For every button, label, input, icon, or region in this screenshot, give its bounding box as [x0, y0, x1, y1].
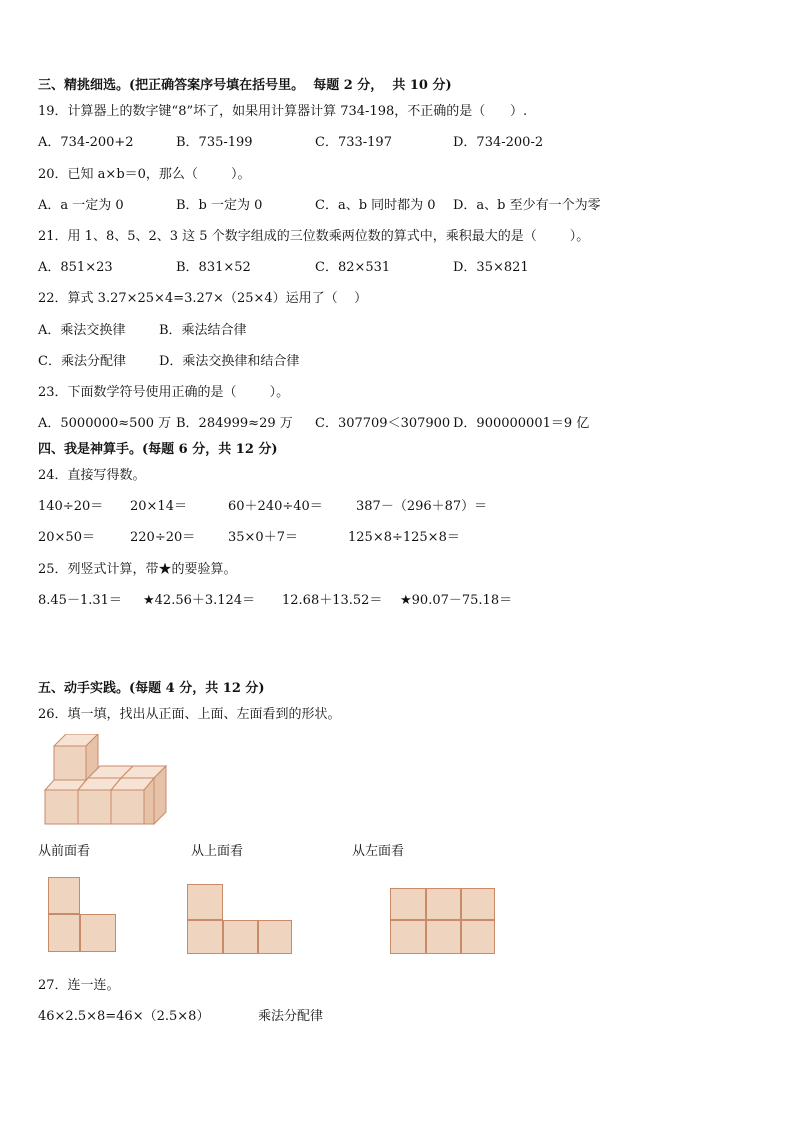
q27-right-law[interactable]: 乘法分配律	[258, 1009, 324, 1024]
q22-option-d[interactable]: D．乘法交换律和结合律	[159, 354, 300, 369]
q25-item: ★42.56＋3.124＝	[143, 593, 256, 608]
view-label-left: 从左面看	[352, 844, 405, 859]
q23-stem: 23．下面数学符号使用正确的是（ ）。	[38, 385, 290, 400]
q19-option-c[interactable]: C．733-197	[315, 135, 392, 150]
q23-option-b[interactable]: B．284999≈29 万	[176, 416, 293, 431]
q24-item: 20×14＝	[130, 499, 187, 514]
view-square	[461, 888, 495, 920]
q24-item: 387－（296＋87）＝	[356, 499, 488, 514]
q25-item: 12.68＋13.52＝	[282, 593, 383, 608]
q19-stem: 19．计算器上的数字键“8”坏了，如果用计算器计算 734-198，不正确的是（ ）.	[38, 104, 528, 119]
q19-option-d[interactable]: D．734-200-2	[453, 135, 544, 150]
view-square	[390, 888, 426, 920]
q21-option-b[interactable]: B．831×52	[176, 260, 251, 275]
q25-item: 8.45－1.31＝	[38, 593, 122, 608]
view-square	[48, 914, 80, 952]
q19-option-b[interactable]: B．735-199	[176, 135, 253, 150]
q25-stem: 25．列竖式计算，带★的要验算。	[38, 562, 237, 577]
q20-stem: 20．已知 a×b＝0，那么（ ）。	[38, 167, 251, 182]
q19-option-a[interactable]: A．734-200+2	[38, 135, 134, 150]
view-square	[461, 920, 495, 954]
q22-option-a[interactable]: A．乘法交换律	[38, 323, 126, 338]
q25-item: ★90.07－75.18＝	[400, 593, 513, 608]
q24-item: 220÷20＝	[130, 530, 196, 545]
view-square	[223, 920, 258, 954]
cube-figure	[40, 734, 175, 829]
q27-stem: 27．连一连。	[38, 978, 120, 993]
q22-option-c[interactable]: C．乘法分配律	[38, 354, 126, 369]
view-square	[187, 920, 223, 954]
q27-left-expression[interactable]: 46×2.5×8=46×（2.5×8）	[38, 1009, 210, 1024]
front-cubes	[45, 778, 154, 824]
view-square	[258, 920, 292, 954]
view-label-front: 从前面看	[38, 844, 91, 859]
view-square	[426, 888, 461, 920]
q24-stem: 24．直接写得数。	[38, 468, 146, 483]
q24-item: 125×8÷125×8＝	[348, 530, 460, 545]
q20-option-c[interactable]: C．a、b 同时都为 0	[315, 198, 436, 213]
top-cube	[54, 734, 98, 780]
q20-option-b[interactable]: B．b 一定为 0	[176, 198, 263, 213]
q23-option-a[interactable]: A．5000000≈500 万	[38, 416, 172, 431]
q20-option-a[interactable]: A．a 一定为 0	[38, 198, 124, 213]
view-square	[390, 920, 426, 954]
view-label-top: 从上面看	[191, 844, 244, 859]
q23-option-d[interactable]: D．900000001＝9 亿	[453, 416, 590, 431]
q22-stem: 22．算式 3.27×25×4=3.27×（25×4）运用了（ ）	[38, 291, 368, 306]
view-square	[187, 884, 223, 920]
q23-option-c[interactable]: C．307709＜307900	[315, 416, 451, 431]
q24-item: 140÷20＝	[38, 499, 104, 514]
view-square	[48, 877, 80, 914]
section5-heading: 五、动手实践。(每题 4 分，共 12 分)	[38, 681, 265, 696]
q26-stem: 26．填一填，找出从正面、上面、左面看到的形状。	[38, 707, 341, 722]
q24-item: 35×0＋7＝	[228, 530, 298, 545]
q21-option-a[interactable]: A．851×23	[38, 260, 113, 275]
view-square	[80, 914, 116, 952]
section4-heading: 四、我是神算手。(每题 6 分，共 12 分)	[38, 442, 278, 457]
q24-item: 60＋240÷40＝	[228, 499, 323, 514]
q22-option-b[interactable]: B．乘法结合律	[159, 323, 247, 338]
q21-stem: 21．用 1、8、5、2、3 这 5 个数字组成的三位数乘两位数的算式中，乘积最大的是（ ）。	[38, 229, 590, 244]
view-square	[426, 920, 461, 954]
q24-item: 20×50＝	[38, 530, 95, 545]
q21-option-c[interactable]: C．82×531	[315, 260, 391, 275]
section3-heading: 三、精挑细选。(把正确答案序号填在括号里。 每题 2 分， 共 10 分)	[38, 78, 452, 93]
q20-option-d[interactable]: D．a、b 至少有一个为零	[453, 198, 601, 213]
q21-option-d[interactable]: D．35×821	[453, 260, 529, 275]
